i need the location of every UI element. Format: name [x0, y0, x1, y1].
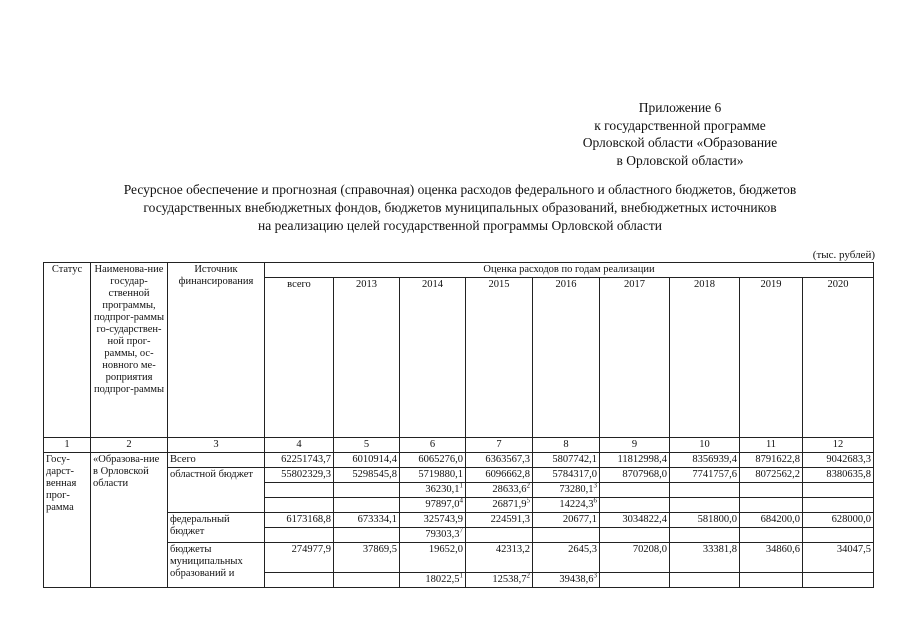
value-cell: 673334,1 [334, 513, 400, 528]
value-cell: 8791622,8 [740, 453, 803, 468]
value-cell: 5807742,1 [533, 453, 600, 468]
value-cell: 34047,5 [803, 543, 874, 573]
value-cell: 684200,0 [740, 513, 803, 528]
col-number: 7 [466, 438, 533, 453]
value-cell: 8356939,4 [670, 453, 740, 468]
value-cell: 55802329,3 [265, 468, 334, 483]
value-cell: 6363567,3 [466, 453, 533, 468]
value-cell: 6096662,8 [466, 468, 533, 483]
col-number: 11 [740, 438, 803, 453]
col-number: 4 [265, 438, 334, 453]
appendix-header [540, 99, 820, 169]
value-cell: 79303,3$^7$ [400, 528, 466, 543]
col-number: 2 [91, 438, 168, 453]
value-cell: 33381,8 [670, 543, 740, 573]
header-year: 2020 [803, 278, 874, 438]
value-cell: 70208,0 [600, 543, 670, 573]
header-year: 2014 [400, 278, 466, 438]
value-cell: 36230,1$^1$ [400, 483, 466, 498]
value-cell: 9042683,3 [803, 453, 874, 468]
value-cell: 7741757,6 [670, 468, 740, 483]
value-cell: 42313,2 [466, 543, 533, 573]
value-cell: 6010914,4 [334, 453, 400, 468]
value-cell: 274977,9 [265, 543, 334, 573]
status-cell: Госу-дарст-венная прог-рамма [44, 453, 91, 588]
title-line: государственных внебюджетных фондов, бюджетов муниципальных образований, внебюджетных источников [143, 200, 777, 215]
table-row [44, 543, 874, 573]
value-cell: 6173168,8 [265, 513, 334, 528]
table-row [44, 453, 874, 468]
appendix-line: в Орловской области» [616, 152, 744, 168]
value-cell: 8072562,2 [740, 468, 803, 483]
value-cell: 34860,6 [740, 543, 803, 573]
value-cell: 11812998,4 [600, 453, 670, 468]
program-cell: «Образова-ние в Орловской области [91, 453, 168, 588]
units-label: (тыс. рублей) [812, 249, 875, 261]
value-cell: 26871,9$^5$ [466, 498, 533, 513]
value-cell: 12538,7$^2$ [466, 573, 533, 588]
header-year: 2018 [670, 278, 740, 438]
value-cell: 5719880,1 [400, 468, 466, 483]
header-year: 2015 [466, 278, 533, 438]
header-total: всего [265, 278, 334, 438]
header-year: 2019 [740, 278, 803, 438]
value-cell: 581800,0 [670, 513, 740, 528]
col-number: 3 [168, 438, 265, 453]
value-cell: 62251743,7 [265, 453, 334, 468]
value-cell: 73280,1$^3$ [533, 483, 600, 498]
appendix-line: Орловской области «Образование [582, 135, 778, 150]
value-cell: 20677,1 [533, 513, 600, 528]
value-cell: 8380635,8 [803, 468, 874, 483]
table-row [44, 468, 874, 483]
header-year: 2017 [600, 278, 670, 438]
value-cell: 2645,3 [533, 543, 600, 573]
header-year: 2013 [334, 278, 400, 438]
title-line: Ресурсное обеспечение и прогнозная (справочная) оценка расходов федерального и областного бюджетов, бюджетов [123, 182, 797, 197]
appendix-line: к государственной программе [594, 117, 766, 133]
source-label: бюджеты муниципальных образований и [168, 543, 265, 588]
header-estimate: Оценка расходов по годам реализации [265, 263, 874, 278]
value-cell: 18022,5$^1$ [400, 573, 466, 588]
col-number: 9 [600, 438, 670, 453]
value-cell: 3034822,4 [600, 513, 670, 528]
header-year: 2016 [533, 278, 600, 438]
source-label: областной бюджет [168, 468, 265, 513]
source-label: Всего [168, 453, 265, 468]
title-line: на реализацию целей государственной программы Орловской области [258, 218, 662, 233]
value-cell: 628000,0 [803, 513, 874, 528]
value-cell: 28633,6$^2$ [466, 483, 533, 498]
resource-table [43, 262, 874, 588]
value-cell: 19652,0 [400, 543, 466, 573]
value-cell: 97897,0$^4$ [400, 498, 466, 513]
header-name: Наименова-ние государ-ственной программы, подпрог-раммы го-сударствен-ной прог-раммы, ос-новного ме-роприятия подпрог-раммы [91, 263, 168, 438]
document-title [40, 181, 880, 235]
appendix-line: Приложение 6 [638, 100, 722, 115]
header-source: Источник финансирования [168, 263, 265, 438]
value-cell: 5298545,8 [334, 468, 400, 483]
value-cell: 224591,3 [466, 513, 533, 528]
table-row [44, 513, 874, 528]
col-number: 10 [670, 438, 740, 453]
source-label: федеральный бюджет [168, 513, 265, 543]
col-number: 8 [533, 438, 600, 453]
col-number: 12 [803, 438, 874, 453]
col-number: 1 [44, 438, 91, 453]
value-cell: 5784317,0 [533, 468, 600, 483]
value-cell: 6065276,0 [400, 453, 466, 468]
value-cell: 325743,9 [400, 513, 466, 528]
col-number: 5 [334, 438, 400, 453]
value-cell: 39438,6$^3$ [533, 573, 600, 588]
header-status: Статус [44, 263, 91, 438]
value-cell: 14224,3$^6$ [533, 498, 600, 513]
col-number: 6 [400, 438, 466, 453]
value-cell: 37869,5 [334, 543, 400, 573]
value-cell: 8707968,0 [600, 468, 670, 483]
